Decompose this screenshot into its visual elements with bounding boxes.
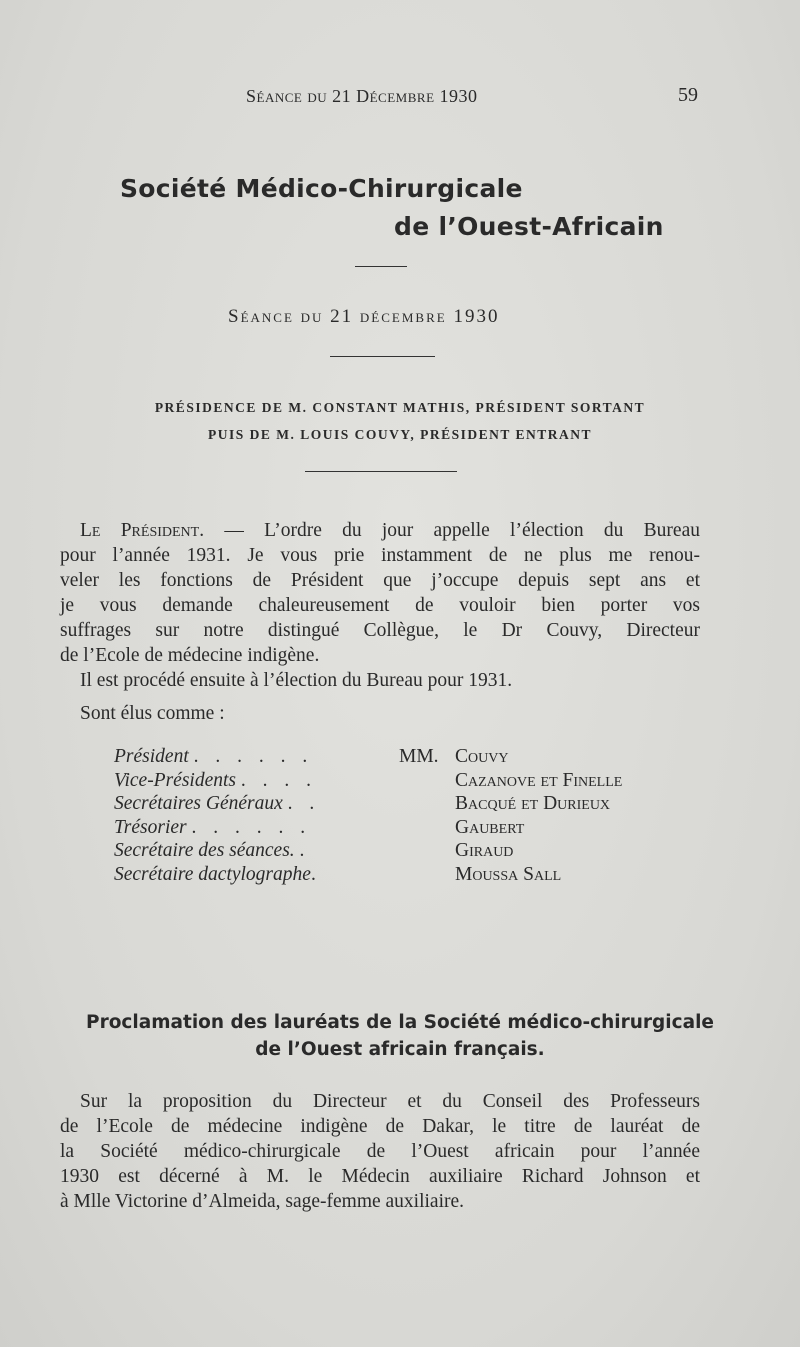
officer-name: Gaubert bbox=[455, 816, 525, 838]
officer-name: Couvy bbox=[455, 746, 509, 767]
proclamation-line: la Société médico-chirurgicale de l’Ouest africain pour l’année bbox=[60, 1141, 700, 1162]
proclamation-heading-line2: de l’Ouest africain français. bbox=[255, 1039, 545, 1060]
speech-line: suffrages sur notre distingué Collègue, le Dr Couvy, Directeur bbox=[60, 620, 700, 641]
speech-line: veler les fonctions de Président que j’occupe depuis sept ans et bbox=[60, 570, 700, 591]
officer-role: Secrétaire dactylographe. bbox=[114, 863, 322, 885]
officer-name: Cazanove et Finelle bbox=[455, 769, 623, 791]
speaker-label: Le Président. bbox=[80, 520, 205, 541]
officer-role: Président . . . . . . bbox=[114, 746, 314, 767]
mm-label: MM. bbox=[399, 746, 439, 767]
speech-line: pour l’année 1931. Je vous prie instamment de ne plus me renou- bbox=[60, 545, 700, 566]
officer-row bbox=[114, 864, 674, 888]
officer-role: Secrétaires Généraux . . bbox=[114, 793, 321, 814]
speech-line bbox=[60, 518, 700, 543]
proclamation-text bbox=[60, 1089, 700, 1214]
officer-name: Moussa Sall bbox=[455, 863, 562, 885]
officer-row bbox=[114, 746, 674, 770]
speech-line: je vous demande chaleureusement de vouloir bien porter vos bbox=[60, 595, 700, 616]
presidence-line1: PRÉSIDENCE DE M. CONSTANT MATHIS, PRÉSIDENT SORTANT bbox=[154, 400, 646, 415]
president-speech bbox=[60, 518, 700, 726]
officer-role: Vice-Présidents . . . . bbox=[114, 769, 318, 791]
officer-row bbox=[114, 817, 674, 841]
page-number: 59 bbox=[678, 84, 698, 106]
officer-name: Giraud bbox=[455, 840, 514, 861]
divider-rule bbox=[330, 356, 435, 357]
society-title-line1: Société Médico-Chirurgicale bbox=[120, 174, 523, 203]
proclamation-line: Sur la proposition du Directeur et du Conseil des Professeurs bbox=[80, 1091, 700, 1112]
election-line: Il est procédé ensuite à l’élection du Bureau pour 1931. bbox=[80, 670, 513, 691]
divider-rule bbox=[305, 471, 457, 472]
officer-row bbox=[114, 840, 674, 864]
proclamation-line: de l’Ecole de médecine indigène de Dakar, le titre de lauréat de bbox=[60, 1116, 700, 1137]
seance-date: Séance du 21 décembre 1930 bbox=[228, 306, 500, 327]
officer-row bbox=[114, 793, 674, 817]
proclamation-line: 1930 est décerné à M. le Médecin auxiliaire Richard Johnson et bbox=[60, 1166, 700, 1187]
proclamation-heading-line1: Proclamation des lauréats de la Société médico-chirurgicale bbox=[86, 1012, 714, 1033]
divider-rule bbox=[355, 266, 407, 267]
running-head-title: Séance du 21 Décembre 1930 bbox=[246, 86, 478, 106]
running-head bbox=[0, 86, 800, 110]
proclamation-line: à Mlle Victorine d’Almeida, sage-femme auxiliaire. bbox=[60, 1191, 465, 1212]
presidence-line2: PUIS DE M. LOUIS COUVY, PRÉSIDENT ENTRANT bbox=[207, 427, 593, 442]
officer-role: Trésorier . . . . . . bbox=[114, 816, 312, 838]
society-title-line2: de l’Ouest-Africain bbox=[394, 212, 664, 241]
speech-line: de l’Ecole de médecine indigène. bbox=[60, 645, 320, 666]
officer-name: Bacqué et Durieux bbox=[455, 793, 611, 814]
speech-text: — L’ordre du jour appelle l’élection du Bureau bbox=[204, 520, 700, 541]
elected-intro: Sont élus comme : bbox=[80, 703, 225, 724]
officers-list bbox=[114, 746, 674, 887]
officer-row bbox=[114, 770, 674, 794]
officer-role: Secrétaire des séances. . bbox=[114, 840, 311, 861]
